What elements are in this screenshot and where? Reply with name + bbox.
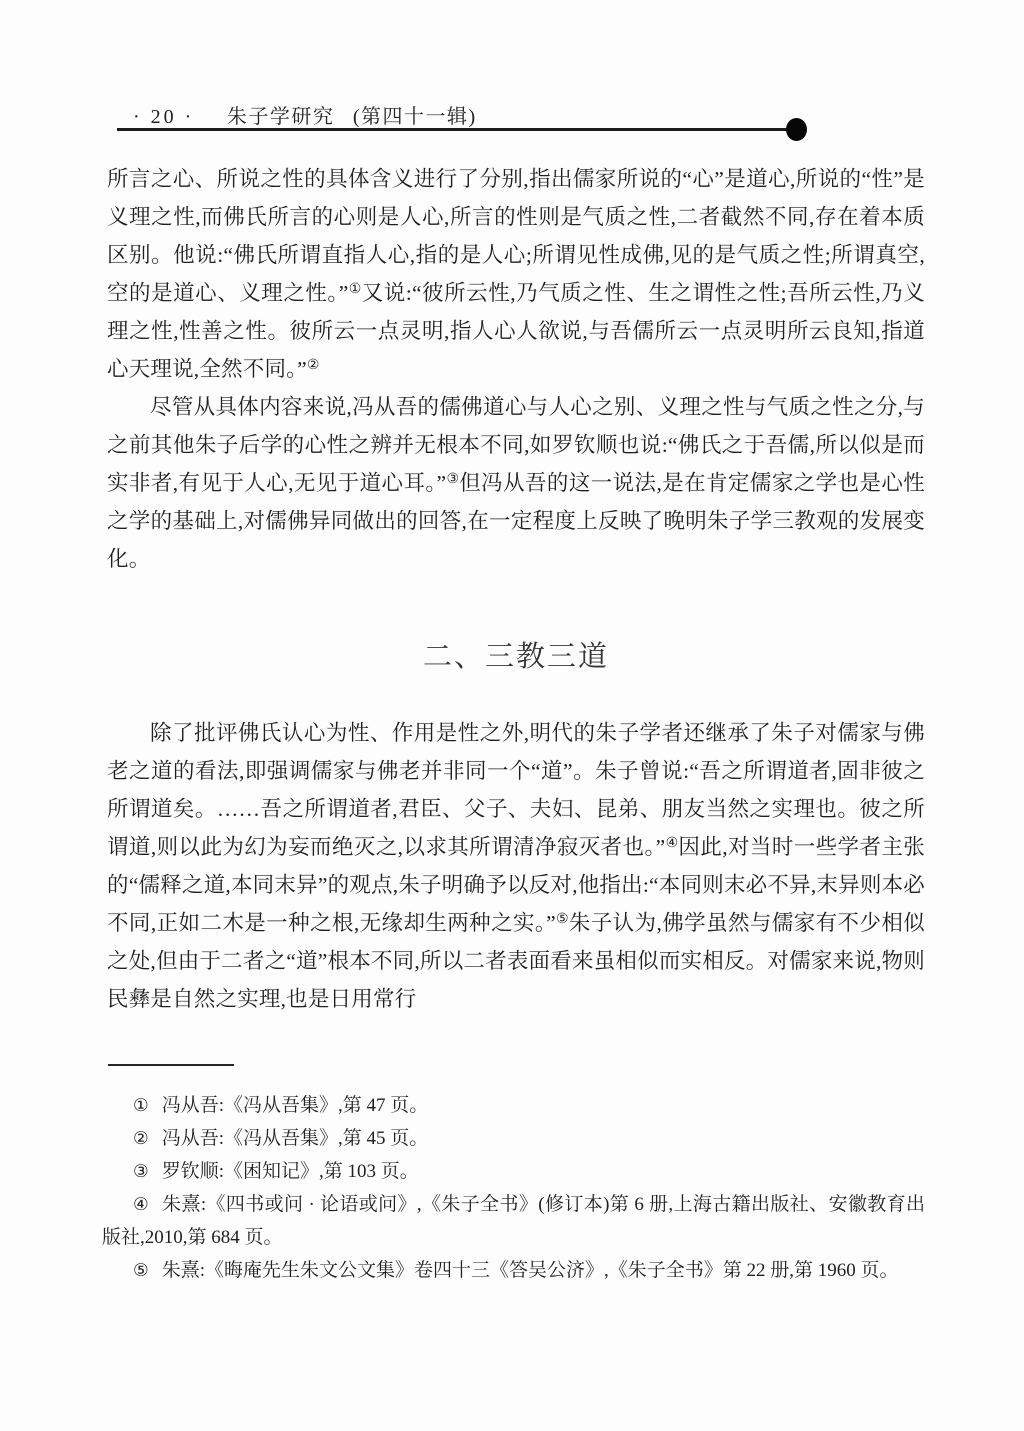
page-number: · 20 ·	[133, 106, 195, 128]
footnotes	[102, 1089, 925, 1287]
volume-label: (第四十一辑)	[352, 106, 477, 128]
footnote: ③ 罗钦顺:《困知记》,第 103 页。	[133, 1161, 419, 1182]
footnote: ④ 朱熹:《四书或问 · 论语或问》,《朱子全书》(修订本)第 6 册,上海古籍出版社、安徽教育出版社,2010,第 684 页。	[102, 1194, 925, 1248]
footnote-reference: ⑤	[555, 912, 569, 927]
footnote: ① 冯从吾:《冯从吾集》,第 47 页。	[133, 1095, 429, 1116]
footnote-reference: ④	[665, 836, 679, 851]
footnote-marker: ③	[133, 1161, 149, 1181]
paragraph: 尽管从具体内容来说,冯从吾的儒佛道心与人心之别、义理之性与气质之性之分,与之前其他朱子后学的心性之辨并无根本不同,如罗钦顺也说:“佛氏之于吾儒,所以似是而实非者,有见于人心,无见于道心耳。”③但冯从吾的这一说法,是在肯定儒家之学也是心性之学的基础上,对儒佛异同做出的回答,在一定程度上反映了晚明朱子学三教观的发展变化。	[107, 395, 925, 571]
header-dot-ornament	[786, 118, 807, 141]
footnote: ⑤ 朱熹:《晦庵先生朱文公文集》卷四十三《答吴公济》,《朱子全书》第 22 册,第 1960 页。	[133, 1260, 899, 1281]
paragraphs-after-heading	[107, 714, 925, 1018]
footnote-marker: ①	[133, 1095, 149, 1115]
journal-title: 朱子学研究	[226, 106, 335, 128]
footnote-marker: ②	[133, 1128, 149, 1148]
running-head	[133, 100, 477, 129]
header-rule	[117, 128, 788, 131]
paragraph: 所言之心、所说之性的具体含义进行了分别,指出儒家所说的“心”是道心,所说的“性”是义理之性,而佛氏所言的心则是人心,所言的性则是气质之性,二者截然不同,存在着本质区别。他说:“佛氏所谓直指人心,指的是人心;所谓见性成佛,见的是气质之性;所谓真空,空的是道心、义理之性。”①又说:“彼所云性,乃气质之性、生之谓性之性;吾所云性,乃义理之性,性善之性。彼所云一点灵明,指人心人欲说,与吾儒所云一点灵明所云良知,指道心天理说,全然不同。”②	[107, 167, 925, 381]
footnote-reference: ①	[348, 282, 362, 297]
footnote-reference: ②	[306, 358, 320, 373]
footnote-reference: ③	[446, 472, 460, 487]
footnote-marker: ④	[133, 1194, 150, 1214]
footnote-marker: ⑤	[133, 1260, 149, 1280]
section-heading: 二、三教三道	[422, 641, 609, 673]
footnote: ② 冯从吾:《冯从吾集》,第 45 页。	[133, 1128, 429, 1149]
paragraphs-before-heading	[107, 160, 925, 578]
footnote-rule	[108, 1064, 234, 1066]
paragraph: 除了批评佛氏认心为性、作用是性之外,明代的朱子学者还继承了朱子对儒家与佛老之道的看法,即强调儒家与佛老并非同一个“道”。朱子曾说:“吾之所谓道者,固非彼之所谓道矣。……吾之所谓道者,君臣、父子、夫妇、昆弟、朋友当然之实理也。彼之所谓道,则以此为幻为妄而绝灭之,以求其所谓清净寂灭者也。”④因此,对当时一些学者主张的“儒释之道,本同末异”的观点,朱子明确予以反对,他指出:“本同则末必不异,末异则本必不同,正如二木是一种之根,无缘却生两种之实。”⑤朱子认为,佛学虽然与儒家有不少相似之处,但由于二者之“道”根本不同,所以二者表面看来虽相似而实相反。对儒家来说,物则民彝是自然之实理,也是日用常行	[107, 721, 925, 1011]
